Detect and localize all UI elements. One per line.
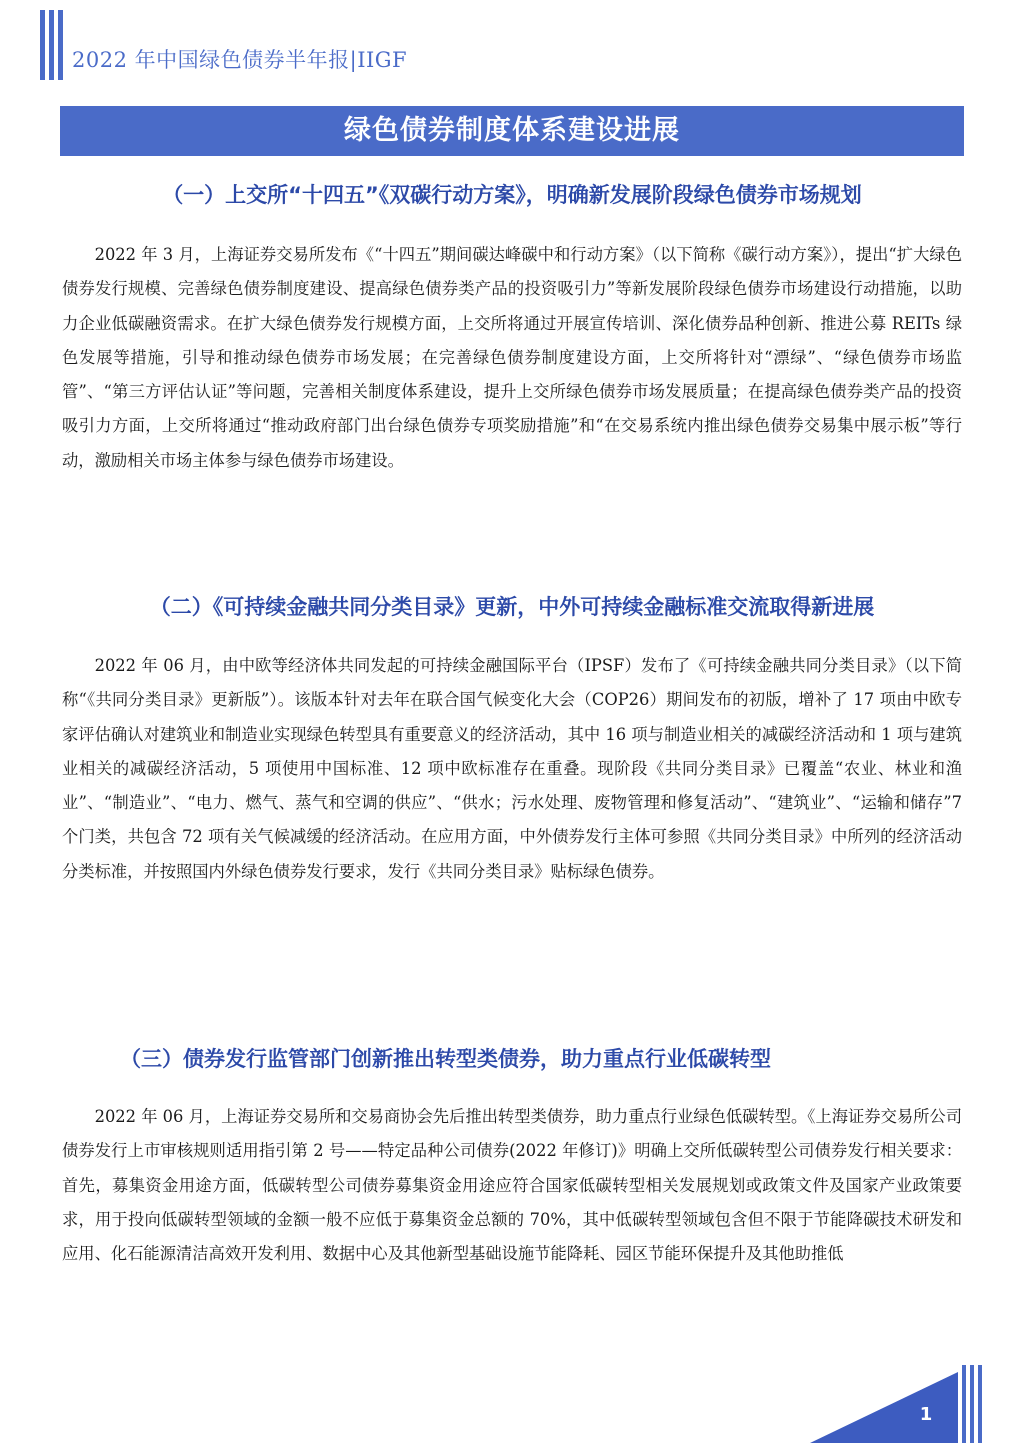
section-2-heading: （二）《可持续金融共同分类目录》更新，中外可持续金融标准交流取得新进展 <box>149 595 875 619</box>
section-3-heading: （三）债券发行监管部门创新推出转型类债券，助力重点行业低碳转型 <box>120 1047 771 1071</box>
section-1-heading: （一）上交所“十四五”《双碳行动方案》，明确新发展阶段绿色债券市场规划 <box>162 183 862 207</box>
page-number: 1 <box>919 1404 933 1425</box>
header-title: 2022 年中国绿色债券半年报|IIGF <box>72 48 408 72</box>
section-3-body: 2022 年 06 月，上海证券交易所和交易商协会先后推出转型类债券，助力重点行业绿色低碳转型。《上海证券交易所公司债券发行上市审核规则适用指引第 2 号——特定品种公司债券(2022 年修订)》明确上交所低碳转型公司债券发行相关要求：首先，募集资金用途方面，低碳转型公司债券募集资金用途应符合国家低碳转型相关发展规划或政策文件及国家产业政策要求，用于投向低碳转型领域的金额一般不应低于募集资金总额的 70%，其中低碳转型领域包含但不限于节能降碳技术研发和应用、化石能源清洁高效开发利用、数据中心及其他新型基础设施节能降耗、园区节能环保提升及其他助推低 <box>62 1107 962 1264</box>
section-banner: 绿色债券制度体系建设进展 <box>60 106 964 156</box>
section-1-body: 2022 年 3 月，上海证券交易所发布《“十四五”期间碳达峰碳中和行动方案》（以下简称《碳行动方案》），提出“扩大绿色债券发行规模、完善绿色债券制度建设、提高绿色债券类产品的投资吸引力”等新发展阶段绿色债券市场建设行动措施，以助力企业低碳融资需求。在扩大绿色债券发行规模方面，上交所将通过开展宣传培训、深化债券品种创新、推进公募 REITs 绿色发展等措施，引导和推动绿色债券市场发展；在完善绿色债券制度建设方面，上交所将针对“漂绿”、“绿色债券市场监管”、“第三方评估认证”等问题，完善相关制度体系建设，提升上交所绿色债券市场发展质量；在提高绿色债券类产品的投资吸引力方面，上交所将通过“推动政府部门出台绿色债券专项奖励措施”和“在交易系统内推出绿色债券交易集中展示板”等行动，激励相关市场主体参与绿色债券市场建设。 <box>62 245 962 470</box>
section-2-body: 2022 年 06 月，由中欧等经济体共同发起的可持续金融国际平台（IPSF）发布了《可持续金融共同分类目录》（以下简称“《共同分类目录》更新版”）。该版本针对去年在联合国气候变化大会（COP26）期间发布的初版，增补了 17 项由中欧专家评估确认对建筑业和制造业实现绿色转型具有重要意义的经济活动，其中 16 项与制造业相关的减碳经济活动和 1 项与建筑业相关的减碳经济活动，5 项使用中国标准、12 项中欧标准存在重叠。现阶段《共同分类目录》已覆盖“农业、林业和渔业”、“制造业”、“电力、燃气、蒸气和空调的供应”、“供水；污水处理、废物管理和修复活动”、“建筑业”、“运输和储存”7 个门类，共包含 72 项有关气候减缓的经济活动。在应用方面，中外债券发行主体可参照《共同分类目录》中所列的经济活动分类标准，并按照国内外绿色债券发行要求，发行《共同分类目录》贴标绿色债券。 <box>62 656 962 881</box>
